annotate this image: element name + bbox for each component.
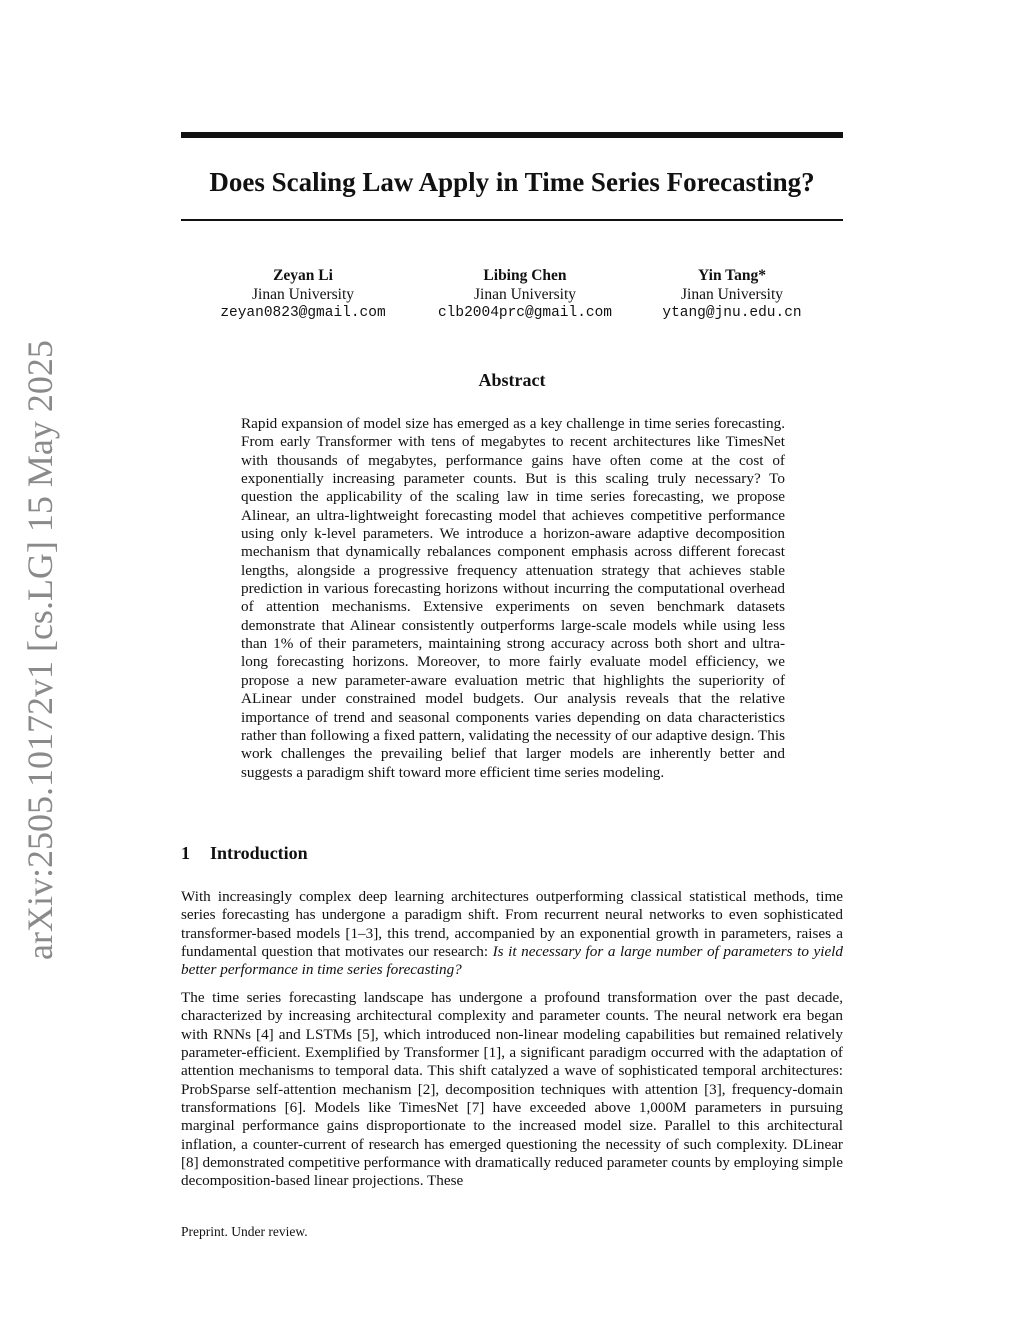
intro-paragraph-1-text: With increasingly complex deep learning architectures outperforming classical statistical methods, time series forecasting has undergone a paradigm shift. From recurrent neural networks to even sophisticated transformer-based models [1–3], this trend, accompanied by an exponential growth in parameters, raises a fundamental question that motivates our research: (181, 888, 843, 961)
title-bottom-rule (181, 219, 843, 221)
intro-paragraph-1 (181, 888, 843, 980)
author-affiliation: Jinan University (473, 286, 577, 303)
arxiv-identifier-text: arXiv:2505.10172v1 [cs.LG] 15 May 2025 (20, 340, 60, 960)
preprint-footer: Preprint. Under review. (181, 1224, 308, 1239)
research-question: Is it necessary for a large number of parameters to yield better performance in time series forecasting? (181, 943, 843, 979)
title-top-rule (181, 132, 843, 138)
abstract-body: Rapid expansion of model size has emerged as a key challenge in time series forecasting. From early Transformer with tens of megabytes to recent architectures like TimesNet with thousands of megabytes, performance gains have often come at the cost of exponentially increasing parameter counts. But is this scaling truly necessary? To question the applicability of the scaling law in time series forecasting, we propose Alinear, an ultra-lightweight forecasting model that achieves competitive performance using only k-level parameters. We introduce a horizon-aware adaptive decomposition mechanism that dynamically rebalances component emphasis across different forecast lengths, alongside a progressive frequency attenuation strategy that achieves stable prediction in various forecasting horizons without incurring the computational overhead of attention mechanisms. Extensive experiments on seven benchmark datasets demonstrate that Alinear consistently outperforms large-scale models while using less than 1% of their parameters, maintaining strong accuracy across both short and ultra-long forecasting horizons. Moreover, to more fairly evaluate model efficiency, we propose a new parameter-aware evaluation metric that highlights the superiority of ALinear under constrained model budgets. Our analysis reveals that the relative importance of trend and seasonal components varies depending on data characteristics rather than following a fixed pattern, validating the necessity of our adaptive design. This work challenges the prevailing belief that larger models are inherently better and suggests a paradigm shift toward more efficient time series modeling. (241, 415, 785, 781)
author-1 (193, 266, 413, 323)
arxiv-side-identifier (18, 340, 62, 960)
author-email: clb2004prc@gmail.com (437, 305, 613, 321)
author-email: ytang@jnu.edu.cn (662, 305, 802, 321)
author-3 (622, 266, 842, 323)
author-affiliation: Jinan University (251, 286, 355, 303)
section-title: Introduction (210, 843, 308, 863)
section-heading-introduction (181, 843, 308, 864)
author-name: Yin Tang* (698, 267, 766, 284)
intro-paragraph-2: The time series forecasting landscape has undergone a profound transformation over the past decade, characterized by increasing architectural complexity and parameter counts. The neural network era began with RNNs [4] and LSTMs [5], which introduced non-linear modeling capabilities but remained relatively parameter-efficient. Exemplified by Transformer [1], a significant paradigm occurred with the adaptation of attention mechanisms to temporal data. This shift catalyzed a wave of sophisticated temporal architectures: ProbSparse self-attention mechanism [2], decomposition techniques with attention [3], frequency-domain transformations [6]. Models like TimesNet [7] have exceeded above 1,000M parameters in pursuing marginal performance gains disproportionate to the increased model size. Parallel to this architectural inflation, a counter-current of research has emerged questioning the necessity of such complexity. DLinear [8] demonstrated competitive performance with dramatically reduced parameter counts by employing simple decomposition-based linear projections. These (181, 989, 843, 1190)
paper-title: Does Scaling Law Apply in Time Series Forecasting? (209, 167, 815, 197)
section-number: 1 (181, 843, 190, 863)
author-2 (415, 266, 635, 323)
abstract-heading: Abstract (478, 370, 546, 390)
author-name: Libing Chen (483, 267, 567, 284)
author-affiliation: Jinan University (680, 286, 784, 303)
author-email: zeyan0823@gmail.com (220, 305, 386, 321)
author-name: Zeyan Li (273, 267, 333, 284)
